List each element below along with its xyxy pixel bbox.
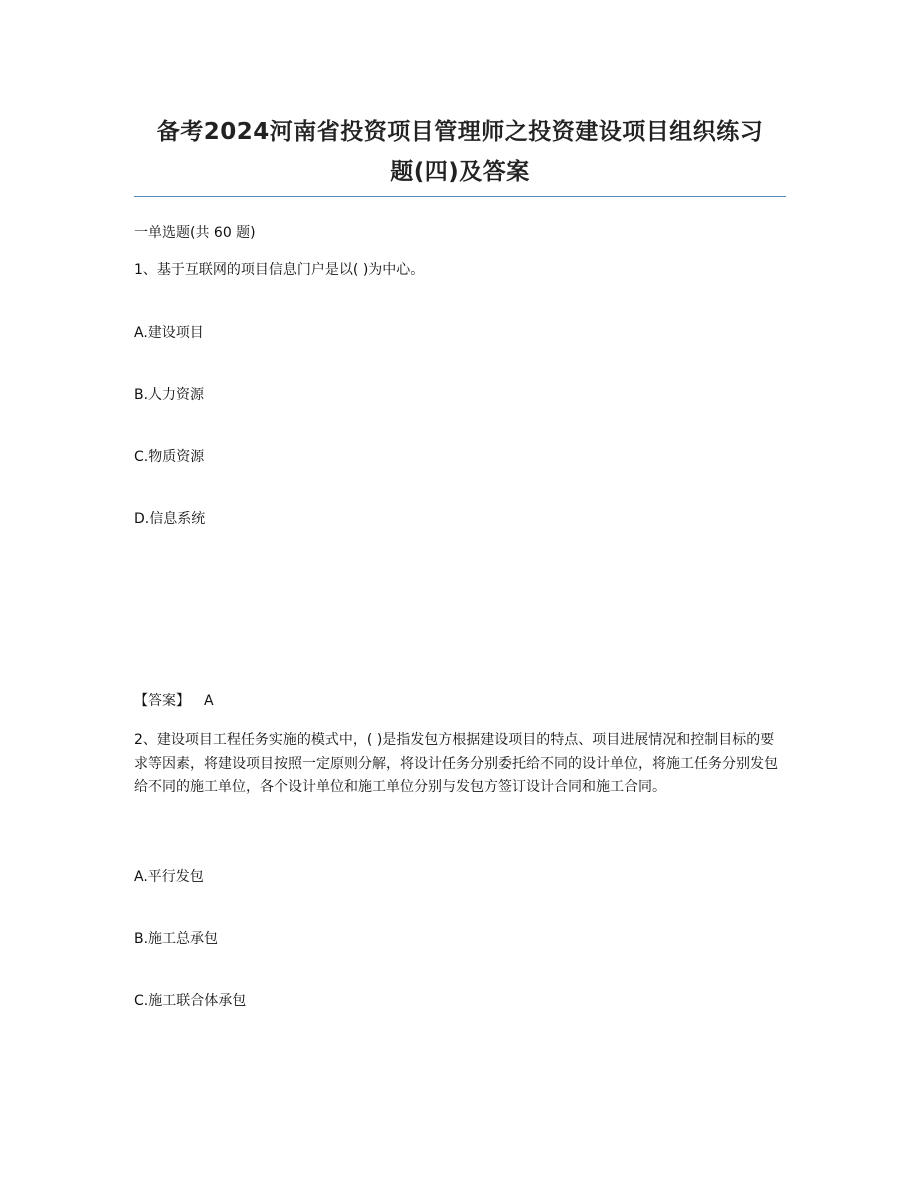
question-1-stem: 1、基于互联网的项目信息门户是以( )为中心。 (134, 262, 425, 278)
question-2-option-c: C.施工联合体承包 (134, 993, 247, 1009)
answer-label: 【答案】 (134, 693, 190, 709)
question-2-stem: 2、建设项目工程任务实施的模式中，( )是指发包方根据建设项目的特点、项目进展情况和控制目标的要求等因素，将建设项目按照一定原则分解，将设计任务分别委托给不同的设计单位，将施工任务分别发包给不同的施工单位，各个设计单位和施工单位分别与发包方签订设计合同和施工合同。 (134, 732, 778, 795)
title-line-2: 题(四)及答案 (390, 159, 530, 185)
document-title (134, 112, 786, 192)
question-1-answer (134, 690, 786, 713)
answer-value: A (204, 693, 214, 709)
question-1-option-b: B.人力资源 (134, 387, 205, 403)
question-2-option-b: B.施工总承包 (134, 931, 219, 947)
question-2-option-a: A.平行发包 (134, 869, 204, 885)
question-1-option-d: D.信息系统 (134, 511, 206, 527)
title-divider (134, 196, 786, 197)
title-line-1: 备考2024河南省投资项目管理师之投资建设项目组织练习 (156, 119, 764, 145)
question-1-option-c: C.物质资源 (134, 449, 205, 465)
section-label: 一单选题(共 60 题) (134, 225, 256, 241)
question-1-option-a: A.建设项目 (134, 325, 204, 341)
